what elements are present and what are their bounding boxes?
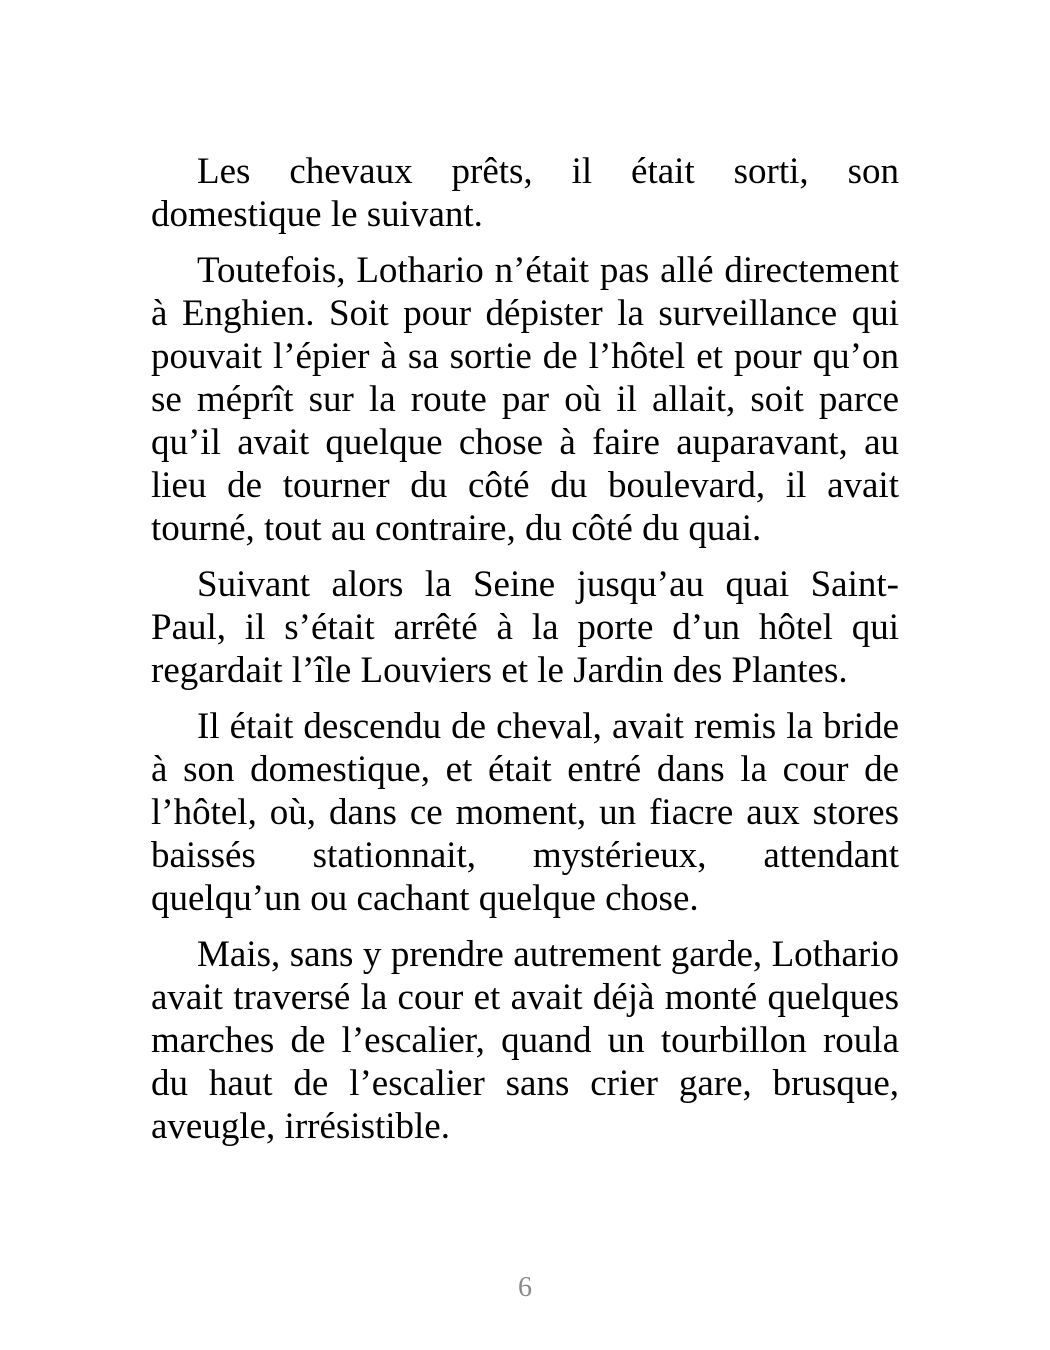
paragraph: Mais, sans y prendre autrement garde, Lothario avait traversé la cour et avait déjà monté quelques marches de l’escalier, quand un tourbillon roula du haut de l’escalier sans crier gare, brusque, aveugle, irrésistible.	[151, 934, 899, 1147]
paragraph: Toutefois, Lothario n’était pas allé directement à Enghien. Soit pour dépister la surveillance qui pouvait l’épier à sa sortie de l’hôtel et pour qu’on se méprît sur la route par où il allait, soit parce qu’il avait quelque chose à faire auparavant, au lieu de tourner du côté du boulevard, il avait tourné, tout au contraire, du côté du quai.	[151, 250, 899, 549]
paragraph: Les chevaux prêts, il était sorti, son domestique le suivant.	[151, 151, 899, 235]
paragraph: Il était descendu de cheval, avait remis la bride à son domestique, et était entré dans la cour de l’hôtel, où, dans ce moment, un fiacre aux stores baissés stationnait, mystérieux, attendant quelqu’un ou cachant quelque chose.	[151, 706, 899, 919]
page-number: 6	[518, 1272, 532, 1303]
page-body-text	[151, 150, 899, 1161]
paragraph: Suivant alors la Seine jusqu’au quai Saint-Paul, il s’était arrêté à la porte d’un hôtel qui regardait l’île Louviers et le Jardin des Plantes.	[151, 564, 899, 691]
